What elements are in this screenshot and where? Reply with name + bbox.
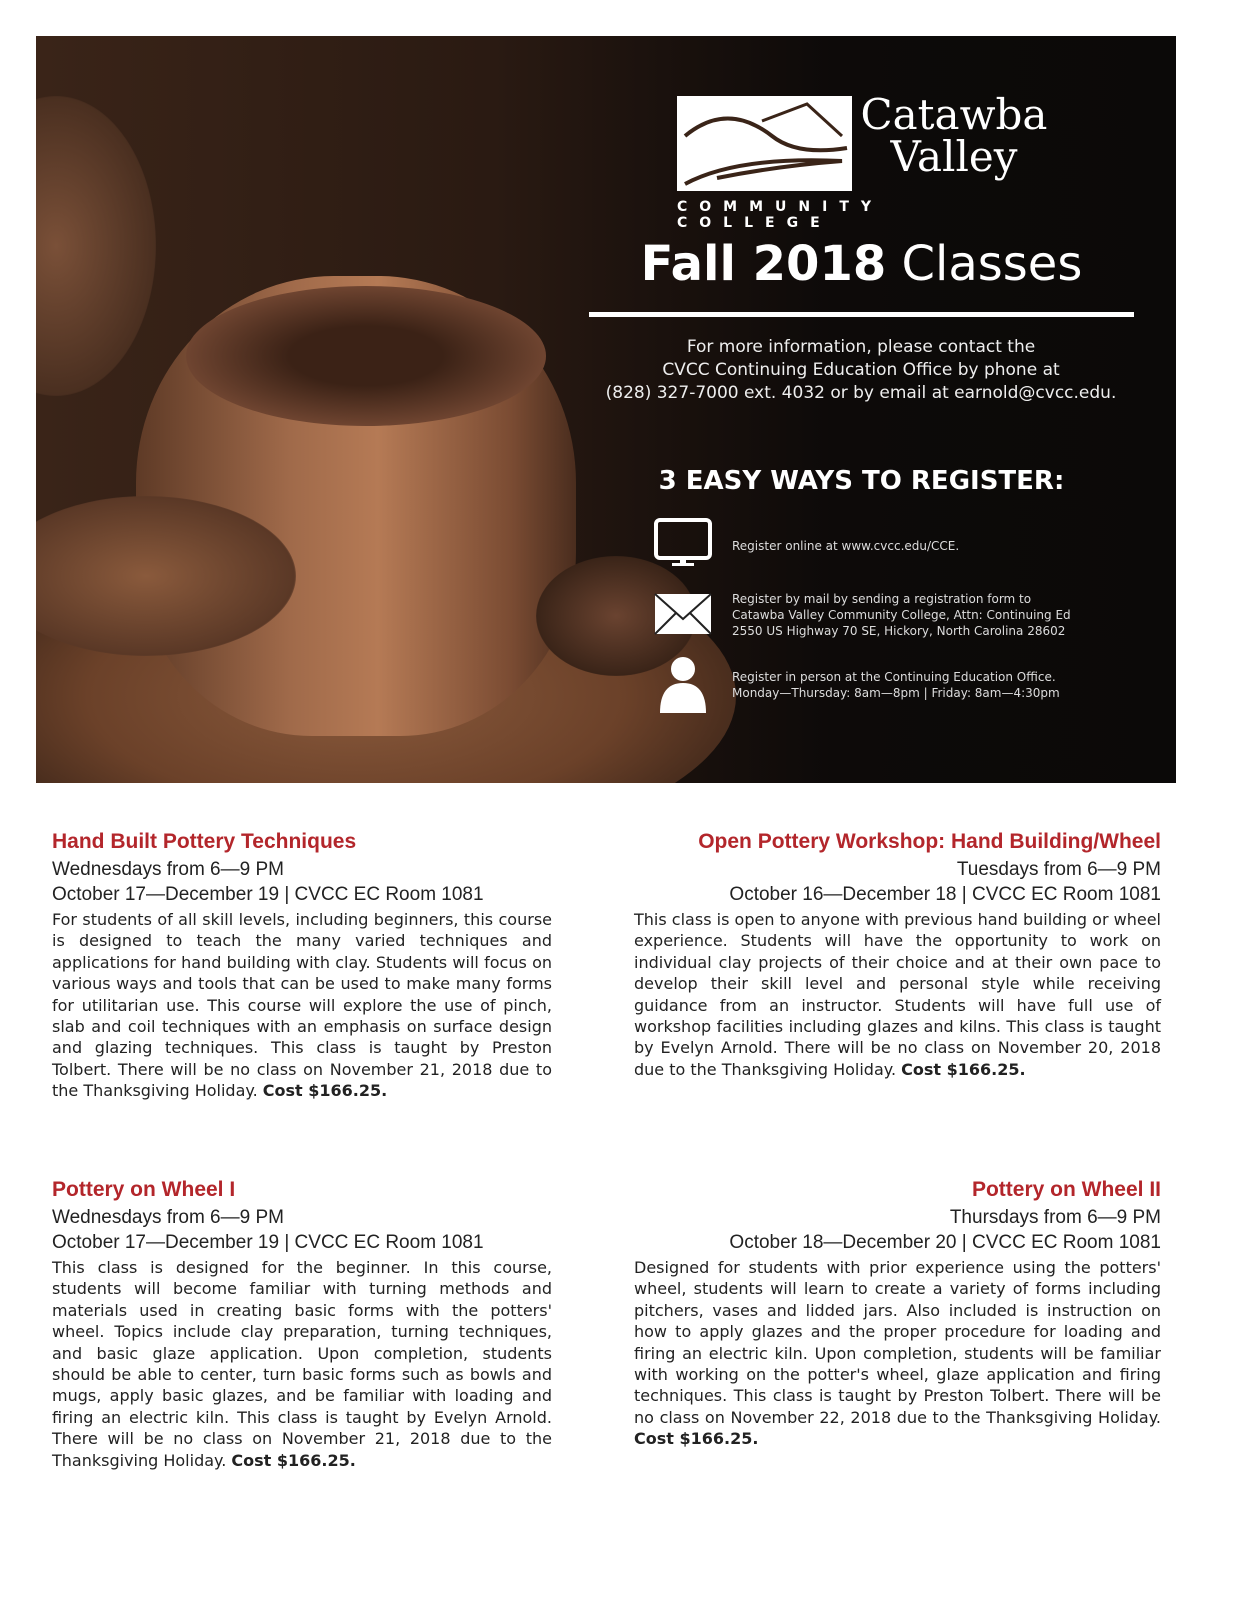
- course-schedule: Wednesdays from 6—9 PM: [52, 859, 284, 880]
- course-hand-built: [52, 830, 552, 1102]
- course-schedule: Wednesdays from 6—9 PM: [52, 1207, 284, 1228]
- register-in-person: Register in person at the Continuing Education Office. Monday—Thursday: 8am—8pm | Friday: 8am—4:30pm: [732, 670, 1060, 700]
- course-description: Designed for students with prior experience using the potters' wheel, students will learn to create a variety of forms including pitchers, vases and lidded jars. Also included is instruction on how to apply glazes and the proper procedure for loading and firing an electric kiln. Upon completion, students will be familiar with working on the potter's wheel, glaze application and firing techniques. This class is taught by Preston Tolbert. There will be no class on November 22, 2018 due to the Thanksgiving Holiday. Cost $166.25.: [634, 1258, 1161, 1449]
- logo-name: Catawba Valley: [860, 90, 1048, 181]
- course-dates: October 17—December 19 | CVCC EC Room 1081: [52, 1232, 484, 1253]
- course-wheel-2: [634, 1178, 1161, 1450]
- course-open-workshop: [634, 830, 1161, 1080]
- course-description: This class is designed for the beginner. In this course, students will become familiar with turning methods and materials used in creating basic forms with the potters' wheel. Topics include clay preparation, turning techniques, and basic glaze application. Upon completion, students should be able to center, turn basic forms such as bowls and mugs, apply basic glazes, and be familiar with loading and firing an electric kiln. This class is taught by Evelyn Arnold. There will be no class on November 21, 2018 due to the Thanksgiving Holiday. Cost $166.25.: [52, 1258, 552, 1470]
- course-description: This class is open to anyone with previous hand building or wheel experience. Students will have the opportunity to work on individual clay projects of their choice and at their own pace to develop their skill level and personal style while receiving guidance from an instructor. Students will have full use of workshop facilities including glazes and kilns. This class is taught by Evelyn Arnold. There will be no class on November 20, 2018 due to the Thanksgiving Holiday. Cost $166.25.: [634, 910, 1161, 1079]
- register-mail: Register by mail by sending a registration form to Catawba Valley Community College, Attn: Continuing Ed 2550 US Highway 70 SE, Hickory, North Carolina 28602: [732, 592, 1071, 638]
- course-wheel-1: [52, 1178, 552, 1471]
- course-schedule: Thursdays from 6—9 PM: [949, 1207, 1161, 1228]
- course-dates: October 16—December 18 | CVCC EC Room 1081: [729, 884, 1161, 905]
- college-logo: [677, 96, 852, 191]
- contact-info: For more information, please contact the CVCC Continuing Education Office by phone at (828) 327-7000 ext. 4032 or by email at earnold@cvcc.edu.: [605, 337, 1117, 403]
- page-title: Fall 2018 Classes: [640, 236, 1083, 292]
- course-description: For students of all skill levels, including beginners, this course is designed to teach the many varied techniques and applications for hand building with clay. Students will focus on various ways and tools that can be used to make many forms for utilitarian use. This course will explore the use of pinch, slab and coil techniques with an emphasis on surface design and glazing techniques. This class is taught by Preston Tolbert. There will be no class on November 21, 2018 due to the Thanksgiving Holiday. Cost $166.25.: [52, 910, 552, 1101]
- course-title: Pottery on Wheel II: [971, 1178, 1161, 1201]
- envelope-icon: [654, 593, 712, 635]
- course-title: Open Pottery Workshop: Hand Building/Wheel: [698, 830, 1161, 853]
- person-icon: [654, 655, 712, 713]
- course-dates: October 17—December 19 | CVCC EC Room 1081: [52, 884, 484, 905]
- course-schedule: Tuesdays from 6—9 PM: [956, 859, 1161, 880]
- hero-banner: [36, 36, 1176, 783]
- logo-subtitle: COMMUNITY COLLEGE: [677, 199, 884, 231]
- monitor-icon: [654, 518, 712, 568]
- register-online: Register online at www.cvcc.edu/CCE.: [732, 539, 960, 553]
- course-title: Hand Built Pottery Techniques: [52, 830, 357, 853]
- register-heading: 3 EASY WAYS TO REGISTER:: [658, 466, 1065, 496]
- divider: [589, 312, 1134, 317]
- course-dates: October 18—December 20 | CVCC EC Room 1081: [729, 1232, 1161, 1253]
- course-title: Pottery on Wheel I: [52, 1178, 236, 1201]
